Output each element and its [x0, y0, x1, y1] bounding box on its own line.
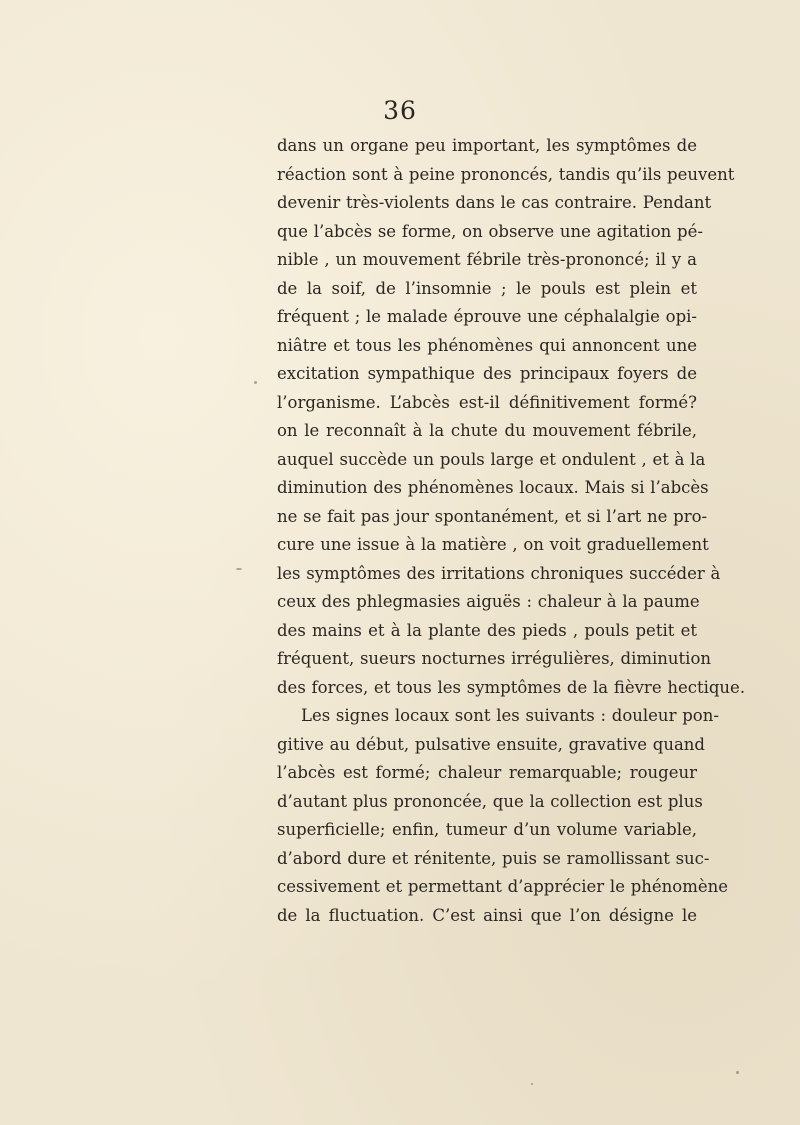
paper-speck [531, 1083, 533, 1085]
text-line: niâtre et tous les phénomènes qui annoncent une [277, 335, 697, 355]
text-line: superficielle; enfin, tumeur d’un volume variable, [277, 820, 697, 839]
paragraph [277, 702, 729, 930]
text-line: de la soif, de l’insomnie ; le pouls est plein et [277, 278, 697, 298]
text-line: ne se fait pas jour spontanément, et si l’art ne pro- [277, 506, 708, 526]
paragraph [277, 132, 746, 702]
paper-speck [236, 568, 242, 570]
text-line: ceux des phlegmasies aiguës : chaleur à la paume [277, 592, 700, 611]
text-line: cessivement et permettant d’apprécier le phénomène [277, 877, 729, 896]
text-line: fréquent, sueurs nocturnes irrégulières, diminution [277, 649, 712, 668]
text-line: cure une issue à la matière , on voit graduellement [277, 535, 709, 554]
text-line: fréquent ; le malade éprouve une céphalalgie opi- [277, 307, 697, 326]
paper-speck [254, 381, 257, 384]
text-line: que l’abcès se forme, on observe une agitation pé- [277, 221, 703, 241]
text-line: auquel succède un pouls large et ondulent , et à la [277, 449, 706, 469]
text-line: devenir très-violents dans le cas contraire. Pendant [277, 193, 712, 212]
text-line: les symptômes des irritations chroniques succéder à [277, 563, 721, 583]
text-line: gitive au début, pulsative ensuite, gravative quand [277, 734, 705, 754]
text-line: de la fluctuation. C’est ainsi que l’on désigne le [277, 905, 697, 925]
text-line: d’abord dure et rénitente, puis se ramollissant suc- [277, 848, 710, 868]
text-line: excitation sympathique des principaux foyers de [277, 364, 697, 383]
text-line: d’autant plus prononcée, que la collection est plus [277, 791, 703, 811]
text-line: dans un organe peu important, les symptômes de [277, 136, 697, 155]
text-line: diminution des phénomènes locaux. Mais si l’abcès [277, 478, 709, 497]
text-line: des mains et à la plante des pieds , pouls petit et [277, 620, 697, 640]
text-line: des forces, et tous les symptômes de la fièvre hectique. [277, 677, 746, 697]
text-line: réaction sont à peine prononcés, tandis qu’ils peuvent [277, 164, 735, 184]
text-line: nible , un mouvement fébrile très-prononcé; il y a [277, 250, 697, 269]
text-line: l’organisme. L’abcès est-il définitivement formé? [277, 392, 697, 412]
text-line: l’abcès est formé; chaleur remarquable; rougeur [277, 763, 697, 782]
text-line: on le reconnaît à la chute du mouvement fébrile, [277, 421, 697, 440]
text-line: Les signes locaux sont les suivants : douleur pon- [301, 706, 719, 725]
body-text [277, 132, 746, 930]
page-number: 36 [383, 96, 417, 125]
paper-speck [736, 1071, 739, 1074]
